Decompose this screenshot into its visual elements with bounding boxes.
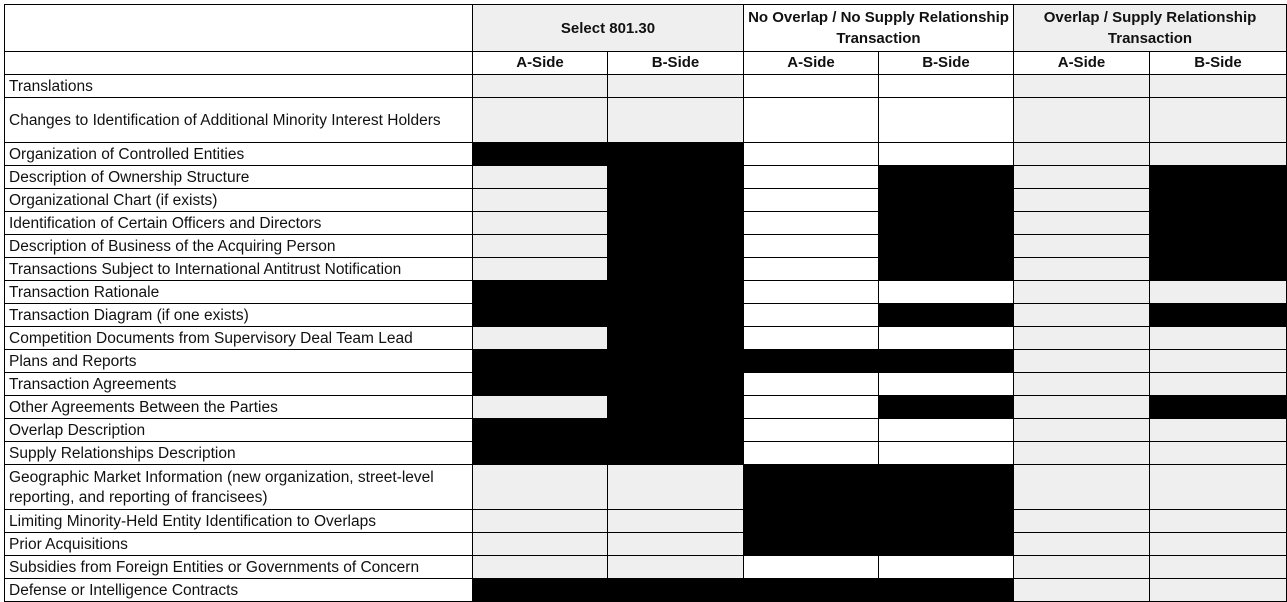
group-header-no-overlap [744, 5, 1014, 52]
status-cell [1150, 373, 1287, 396]
status-cell [1014, 510, 1150, 533]
status-cell [879, 258, 1014, 281]
table-row [5, 419, 1287, 442]
status-cell [744, 556, 879, 579]
side-header: B-Side [608, 52, 744, 75]
row-label: Changes to Identification of Additional Minority Interest Holders [5, 98, 473, 143]
status-cell [1014, 396, 1150, 419]
status-cell [473, 281, 608, 304]
status-cell [1014, 281, 1150, 304]
status-cell [1150, 350, 1287, 373]
status-cell [879, 373, 1014, 396]
status-cell [473, 579, 608, 602]
status-cell [1014, 75, 1150, 98]
row-label: Organizational Chart (if exists) [5, 189, 473, 212]
table-row [5, 442, 1287, 465]
row-label: Overlap Description [5, 419, 473, 442]
status-cell [1150, 166, 1287, 189]
status-cell [608, 373, 744, 396]
row-label: Other Agreements Between the Parties [5, 396, 473, 419]
status-cell [879, 166, 1014, 189]
row-label: Transactions Subject to International Antitrust Notification [5, 258, 473, 281]
status-cell [1014, 465, 1150, 510]
status-cell [744, 258, 879, 281]
status-cell [1014, 189, 1150, 212]
status-cell [1014, 235, 1150, 258]
row-label: Geographic Market Information (new organization, street-level reporting, and reporting of francisees) [5, 465, 473, 510]
group-header-row [5, 5, 1287, 52]
status-cell [879, 419, 1014, 442]
row-label: Description of Ownership Structure [5, 166, 473, 189]
status-cell [879, 75, 1014, 98]
row-label: Identification of Certain Officers and Directors [5, 212, 473, 235]
row-label: Supply Relationships Description [5, 442, 473, 465]
group-header-line: Transaction [836, 30, 921, 47]
table-row [5, 556, 1287, 579]
table-header [5, 5, 1287, 75]
table-row [5, 166, 1287, 189]
group-header-line: Select 801.30 [560, 19, 656, 37]
side-header: A-Side [1014, 52, 1150, 75]
status-cell [473, 510, 608, 533]
status-cell [744, 304, 879, 327]
status-cell [879, 143, 1014, 166]
table-row [5, 98, 1287, 143]
row-label: Defense or Intelligence Contracts [5, 579, 473, 602]
status-cell [1150, 258, 1287, 281]
status-cell [473, 465, 608, 510]
status-cell [1150, 419, 1287, 442]
status-cell [473, 533, 608, 556]
status-cell [608, 98, 744, 143]
table-row [5, 281, 1287, 304]
status-cell [1150, 212, 1287, 235]
status-cell [744, 281, 879, 304]
status-cell [473, 556, 608, 579]
status-cell [608, 304, 744, 327]
status-cell [879, 235, 1014, 258]
status-cell [744, 533, 879, 556]
side-header: A-Side [744, 52, 879, 75]
status-cell [1150, 579, 1287, 602]
group-header-overlap [1014, 5, 1287, 52]
row-label: Plans and Reports [5, 350, 473, 373]
status-cell [608, 75, 744, 98]
status-cell [1150, 442, 1287, 465]
side-header-row [5, 52, 1287, 75]
row-label: Transaction Agreements [5, 373, 473, 396]
table-row [5, 510, 1287, 533]
status-cell [1014, 143, 1150, 166]
status-cell [1150, 510, 1287, 533]
side-header: B-Side [879, 52, 1014, 75]
status-cell [473, 442, 608, 465]
status-cell [1150, 75, 1287, 98]
corner-cell [5, 5, 473, 52]
status-cell [473, 396, 608, 419]
status-cell [1014, 556, 1150, 579]
status-cell [608, 281, 744, 304]
table-row [5, 143, 1287, 166]
status-cell [473, 327, 608, 350]
status-cell [879, 442, 1014, 465]
side-header: A-Side [473, 52, 608, 75]
status-cell [1150, 533, 1287, 556]
status-cell [744, 465, 879, 510]
status-cell [473, 258, 608, 281]
row-label: Transaction Rationale [5, 281, 473, 304]
status-cell [744, 579, 879, 602]
status-cell [744, 327, 879, 350]
corner-cell [5, 52, 473, 75]
row-label: Competition Documents from Supervisory Deal Team Lead [5, 327, 473, 350]
group-header-line: No Overlap / No Supply Relationship [748, 9, 1009, 26]
table-row [5, 327, 1287, 350]
status-cell [1150, 396, 1287, 419]
table-row [5, 396, 1287, 419]
status-cell [1150, 556, 1287, 579]
status-cell [1014, 373, 1150, 396]
status-cell [1014, 442, 1150, 465]
status-cell [879, 212, 1014, 235]
table-row [5, 350, 1287, 373]
table-row [5, 75, 1287, 98]
row-label: Transaction Diagram (if one exists) [5, 304, 473, 327]
status-cell [608, 350, 744, 373]
status-cell [744, 350, 879, 373]
status-cell [1150, 465, 1287, 510]
status-cell [473, 304, 608, 327]
status-cell [473, 75, 608, 98]
table-row [5, 212, 1287, 235]
status-cell [608, 465, 744, 510]
status-cell [879, 189, 1014, 212]
status-cell [473, 350, 608, 373]
status-cell [1014, 350, 1150, 373]
table-row [5, 373, 1287, 396]
table-row [5, 579, 1287, 602]
status-cell [1150, 98, 1287, 143]
status-cell [473, 143, 608, 166]
status-cell [879, 510, 1014, 533]
status-cell [744, 373, 879, 396]
status-cell [473, 419, 608, 442]
status-cell [879, 465, 1014, 510]
row-label: Organization of Controlled Entities [5, 143, 473, 166]
group-header-select [473, 5, 744, 52]
status-cell [1014, 327, 1150, 350]
status-cell [473, 166, 608, 189]
status-cell [879, 327, 1014, 350]
status-cell [608, 396, 744, 419]
table-row [5, 533, 1287, 556]
status-cell [879, 396, 1014, 419]
status-cell [608, 258, 744, 281]
status-cell [608, 579, 744, 602]
status-cell [608, 212, 744, 235]
status-cell [879, 556, 1014, 579]
status-cell [608, 533, 744, 556]
status-cell [1014, 579, 1150, 602]
status-cell [608, 510, 744, 533]
row-label: Subsidies from Foreign Entities or Governments of Concern [5, 556, 473, 579]
status-cell [1014, 258, 1150, 281]
status-cell [608, 143, 744, 166]
status-cell [879, 304, 1014, 327]
status-cell [608, 235, 744, 258]
status-cell [1014, 533, 1150, 556]
status-cell [879, 98, 1014, 143]
status-cell [879, 281, 1014, 304]
status-cell [1014, 98, 1150, 143]
status-cell [1150, 143, 1287, 166]
status-cell [1014, 419, 1150, 442]
row-label: Translations [5, 75, 473, 98]
status-cell [608, 556, 744, 579]
table-row [5, 304, 1287, 327]
requirements-table [4, 4, 1287, 602]
status-cell [1150, 304, 1287, 327]
table-row [5, 189, 1287, 212]
status-cell [744, 235, 879, 258]
side-header: B-Side [1150, 52, 1287, 75]
status-cell [1150, 235, 1287, 258]
status-cell [744, 143, 879, 166]
row-label: Limiting Minority-Held Entity Identification to Overlaps [5, 510, 473, 533]
status-cell [473, 373, 608, 396]
status-cell [1150, 281, 1287, 304]
status-cell [1014, 304, 1150, 327]
status-cell [744, 189, 879, 212]
table-row [5, 258, 1287, 281]
group-header-line: Overlap / Supply Relationship [1043, 9, 1257, 26]
status-cell [473, 235, 608, 258]
status-cell [608, 419, 744, 442]
status-cell [744, 98, 879, 143]
status-cell [608, 166, 744, 189]
status-cell [1150, 327, 1287, 350]
status-cell [1014, 166, 1150, 189]
status-cell [473, 189, 608, 212]
status-cell [1014, 212, 1150, 235]
status-cell [473, 212, 608, 235]
status-cell [744, 75, 879, 98]
row-label: Description of Business of the Acquiring Person [5, 235, 473, 258]
status-cell [744, 166, 879, 189]
status-cell [608, 189, 744, 212]
status-cell [744, 396, 879, 419]
status-cell [744, 419, 879, 442]
status-cell [744, 510, 879, 533]
table-row [5, 235, 1287, 258]
status-cell [879, 533, 1014, 556]
row-label: Prior Acquisitions [5, 533, 473, 556]
status-cell [473, 98, 608, 143]
status-cell [879, 350, 1014, 373]
status-cell [1150, 189, 1287, 212]
status-cell [744, 442, 879, 465]
table-body [5, 75, 1287, 602]
status-cell [608, 327, 744, 350]
table-row [5, 465, 1287, 510]
status-cell [744, 212, 879, 235]
group-header-line: Transaction [1107, 30, 1193, 47]
status-cell [879, 579, 1014, 602]
status-cell [608, 442, 744, 465]
